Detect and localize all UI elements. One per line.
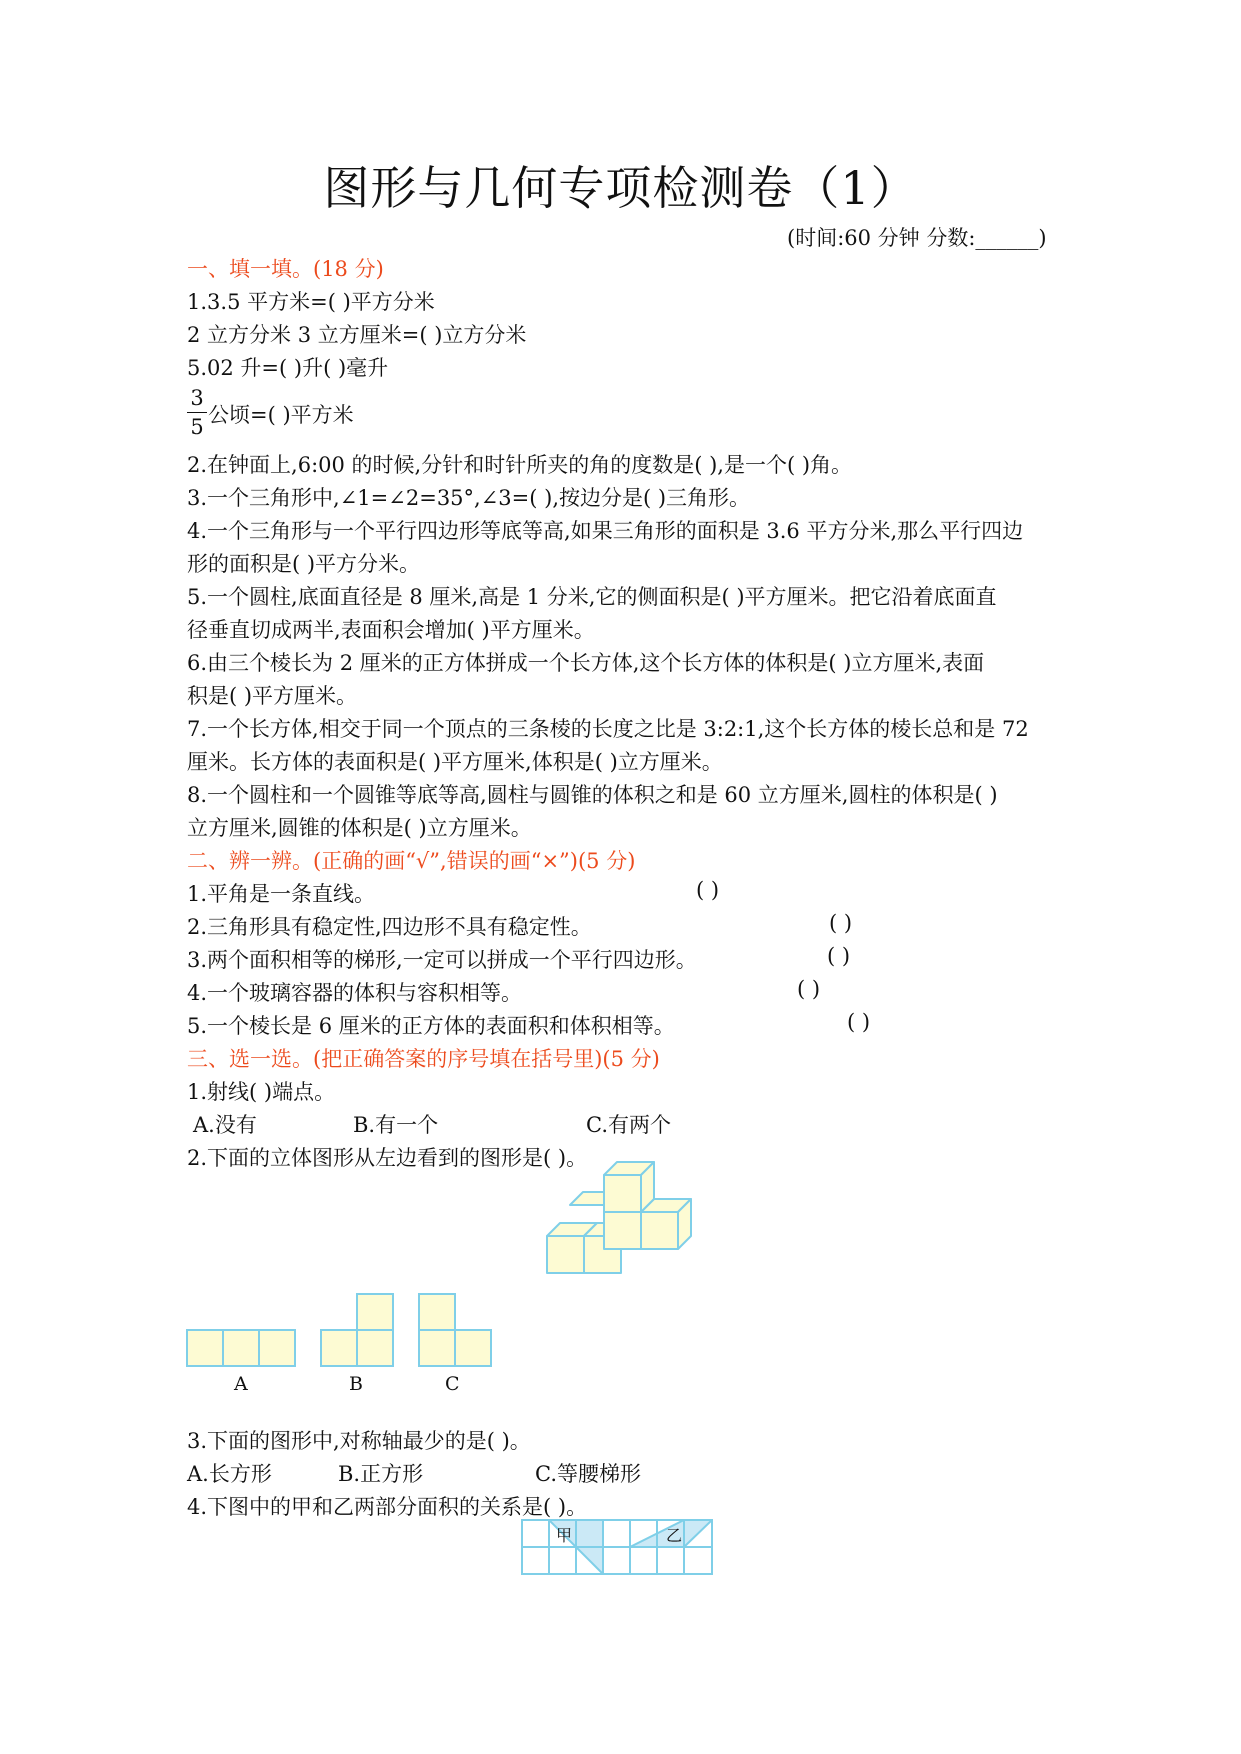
s3-q3: 3.下面的图形中,对称轴最少的是( )。 <box>187 1429 531 1453</box>
view-label-b[interactable]: B <box>349 1373 363 1395</box>
s1-line-10: 径垂直切成两半,表面积会增加( )平方厘米。 <box>187 618 595 642</box>
view-option-c <box>419 1294 491 1366</box>
s1-line-14: 厘米。长方体的表面积是( )平方厘米,体积是( )立方厘米。 <box>187 750 723 774</box>
page-title: 图形与几何专项检测卷（1） <box>323 161 918 215</box>
s1-line-15: 8.一个圆柱和一个圆锥等底等高,圆柱与圆锥的体积之和是 60 立方厘米,圆柱的体积是( ) <box>187 783 998 807</box>
s1-line-11: 6.由三个棱长为 2 厘米的正方体拼成一个长方体,这个长方体的体积是( )立方厘米,表面 <box>187 651 985 675</box>
grid-label-jia: 甲 <box>556 1526 573 1545</box>
view-label-c[interactable]: C <box>445 1373 460 1395</box>
s1-line-8: 形的面积是( )平方分米。 <box>187 552 421 576</box>
s1-line-7: 4.一个三角形与一个平行四边形等底等高,如果三角形的面积是 3.6 平方分米,那么平行四边 <box>187 519 1024 543</box>
s3-q3-option-b[interactable]: B.正方形 <box>338 1462 424 1486</box>
s3-q3-option-a[interactable]: A.长方形 <box>187 1462 272 1486</box>
section1-heading: 一、填一填。(18 分) <box>187 257 384 281</box>
s3-q1-option-b[interactable]: B.有一个 <box>353 1113 439 1137</box>
s2-item-1-answer[interactable]: ( ) <box>696 878 720 902</box>
s1-line-12: 积是( )平方厘米。 <box>187 684 358 708</box>
s1-line-4: 公顷=( )平方米 <box>208 403 354 427</box>
s1-line-2: 2 立方分米 3 立方厘米=( )立方分米 <box>187 323 527 347</box>
s2-item-4: 4.一个玻璃容器的体积与容积相等。 <box>187 981 523 1005</box>
section3-heading: 三、选一选。(把正确答案的序号填在括号里)(5 分) <box>187 1047 660 1071</box>
s1-line-9: 5.一个圆柱,底面直径是 8 厘米,高是 1 分米,它的侧面积是( )平方厘米。把它沿着底面直 <box>187 585 997 609</box>
s1-line-13: 7.一个长方体,相交于同一个顶点的三条棱的长度之比是 3:2:1,这个长方体的棱长总和是 72 <box>187 717 1029 741</box>
s2-item-3: 3.两个面积相等的梯形,一定可以拼成一个平行四边形。 <box>187 948 697 972</box>
s2-item-2: 2.三角形具有稳定性,四边形不具有稳定性。 <box>187 915 592 939</box>
s1-line-16: 立方厘米,圆锥的体积是( )立方厘米。 <box>187 816 532 840</box>
s3-q1-option-a[interactable]: A.没有 <box>193 1113 257 1137</box>
s2-item-2-answer[interactable]: ( ) <box>829 911 853 935</box>
s1-line-6: 3.一个三角形中,∠1=∠2=35°,∠3=( ),按边分是( )三角形。 <box>187 486 751 510</box>
view-option-b <box>321 1294 393 1366</box>
grid-label-yi: 乙 <box>666 1526 683 1545</box>
fraction-numerator: 3 <box>190 386 204 410</box>
s3-q1: 1.射线( )端点。 <box>187 1080 336 1104</box>
s3-q4: 4.下图中的甲和乙两部分面积的关系是( )。 <box>187 1495 588 1519</box>
s1-line-1: 1.3.5 平方米=( )平方分米 <box>187 290 435 314</box>
s3-q3-option-c[interactable]: C.等腰梯形 <box>535 1462 641 1486</box>
s3-q2: 2.下面的立体图形从左边看到的图形是( )。 <box>187 1146 588 1170</box>
s1-line-3: 5.02 升=( )升( )毫升 <box>187 356 389 380</box>
time-score-line: (时间:60 分钟 分数:______) <box>787 226 1047 250</box>
s2-item-5-answer[interactable]: ( ) <box>847 1010 871 1034</box>
view-label-a[interactable]: A <box>234 1373 248 1395</box>
s1-line-5: 2.在钟面上,6:00 的时候,分针和时针所夹的角的度数是( ),是一个( )角。 <box>187 453 853 477</box>
s2-item-5: 5.一个棱长是 6 厘米的正方体的表面积和体积相等。 <box>187 1014 675 1038</box>
s2-item-4-answer[interactable]: ( ) <box>797 977 821 1001</box>
section2-heading: 二、辨一辨。(正确的画“√”,错误的画“×”)(5 分) <box>187 849 636 873</box>
s3-q1-option-c[interactable]: C.有两个 <box>586 1113 671 1137</box>
area-grid-figure <box>522 1520 712 1574</box>
s2-item-3-answer[interactable]: ( ) <box>827 944 851 968</box>
fraction-denominator: 5 <box>190 415 204 439</box>
s2-item-1: 1.平角是一条直线。 <box>187 882 376 906</box>
view-option-a <box>187 1330 295 1366</box>
